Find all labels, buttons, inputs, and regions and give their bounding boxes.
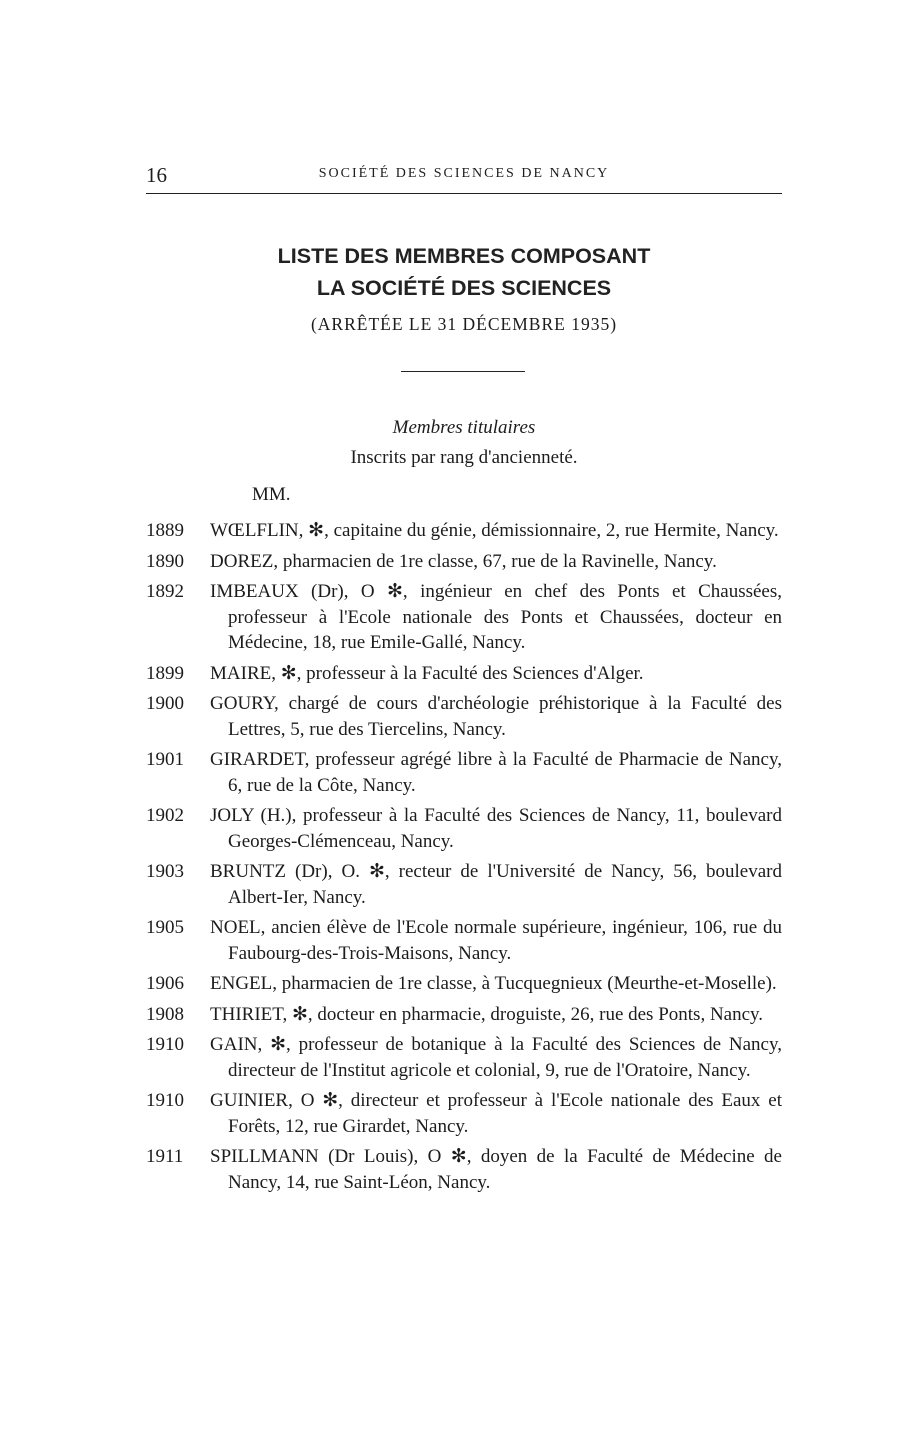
member-entry: [146, 1032, 782, 1083]
member-entry: [146, 747, 782, 798]
page-number: 16: [146, 163, 167, 187]
member-description: THIRIET, ✻, docteur en pharmacie, droguiste, 26, rue des Ponts, Nancy.: [210, 1003, 764, 1025]
title-line-1: LISTE DES MEMBRES COMPOSANT: [277, 244, 651, 268]
running-title: SOCIÉTÉ DES SCIENCES DE NANCY: [318, 166, 610, 181]
member-year: 1892: [146, 581, 184, 602]
member-entry: [146, 1088, 782, 1139]
member-entry: [146, 803, 782, 854]
member-year: 1908: [146, 1003, 184, 1025]
section-heading: Membres titulaires: [392, 417, 536, 438]
member-year: 1911: [146, 1146, 184, 1167]
member-description: MAIRE, ✻, professeur à la Faculté des Sciences d'Alger.: [210, 662, 644, 684]
salutation: MM.: [252, 484, 291, 505]
member-year: 1889: [146, 520, 184, 541]
member-year: 1906: [146, 973, 184, 994]
document-title: [146, 240, 782, 304]
member-description: BRUNTZ (Dr), O. ✻, recteur de l'Université de Nancy, 56, boulevard Albert-Ier, Nancy.: [210, 861, 782, 908]
member-description: GOURY, chargé de cours d'archéologie préhistorique à la Faculté des Lettres, 5, rue des Tiercelins, Nancy.: [210, 693, 782, 740]
member-year: 1903: [146, 861, 184, 882]
member-year: 1910: [146, 1090, 184, 1111]
member-description: GUINIER, O ✻, directeur et professeur à l'Ecole nationale des Eaux et Forêts, 12, rue Girardet, Nancy.: [210, 1090, 782, 1137]
member-entry: [146, 518, 782, 544]
member-entry: [146, 691, 782, 742]
member-entry: [146, 579, 782, 656]
title-line-2: LA SOCIÉTÉ DES SCIENCES: [316, 276, 612, 300]
document-subtitle: (ARRÊTÉE LE 31 DÉCEMBRE 1935): [310, 314, 618, 334]
member-description: WŒLFLIN, ✻, capitaine du génie, démissionnaire, 2, rue Hermite, Nancy.: [210, 520, 779, 541]
member-entry: [146, 1144, 782, 1195]
member-list: [146, 518, 782, 1200]
member-entry: [146, 1002, 782, 1028]
member-year: 1910: [146, 1034, 184, 1055]
section-subheading: Inscrits par rang d'ancienneté.: [350, 447, 578, 468]
member-year: 1890: [146, 550, 184, 572]
member-entry: [146, 915, 782, 966]
member-description: SPILLMANN (Dr Louis), O ✻, doyen de la Faculté de Médecine de Nancy, 14, rue Saint-Léon, Nancy.: [210, 1146, 782, 1193]
member-entry: [146, 971, 782, 997]
member-description: GAIN, ✻, professeur de botanique à la Faculté des Sciences de Nancy, directeur de l'Institut agricole et colonial, 9, rue de l'Oratoire, Nancy.: [210, 1034, 782, 1081]
member-entry: [146, 549, 782, 575]
title-divider: [401, 371, 525, 372]
member-year: 1901: [146, 749, 184, 770]
member-year: 1900: [146, 693, 184, 714]
member-description: IMBEAUX (Dr), O ✻, ingénieur en chef des Ponts et Chaussées, professeur à l'Ecole nationale des Ponts et Chaussées, docteur en Médecine, 18, rue Emile-Gallé, Nancy.: [210, 581, 782, 653]
member-year: 1902: [146, 805, 184, 826]
header-rule: [146, 193, 782, 194]
member-description: GIRARDET, professeur agrégé libre à la Faculté de Pharmacie de Nancy, 6, rue de la Côte, Nancy.: [210, 749, 782, 796]
page-header: [146, 163, 782, 187]
member-year: 1899: [146, 662, 184, 684]
member-description: DOREZ, pharmacien de 1re classe, 67, rue de la Ravinelle, Nancy.: [210, 550, 717, 572]
member-description: ENGEL, pharmacien de 1re classe, à Tucquegnieux (Meurthe-et-Moselle).: [210, 973, 777, 994]
member-entry: [146, 859, 782, 910]
member-description: JOLY (H.), professeur à la Faculté des Sciences de Nancy, 11, boulevard Georges-Clémenceau, Nancy.: [210, 805, 782, 852]
member-year: 1905: [146, 917, 184, 938]
member-entry: [146, 661, 782, 687]
member-description: NOEL, ancien élève de l'Ecole normale supérieure, ingénieur, 106, rue du Faubourg-des-Trois-Maisons, Nancy.: [210, 917, 782, 964]
